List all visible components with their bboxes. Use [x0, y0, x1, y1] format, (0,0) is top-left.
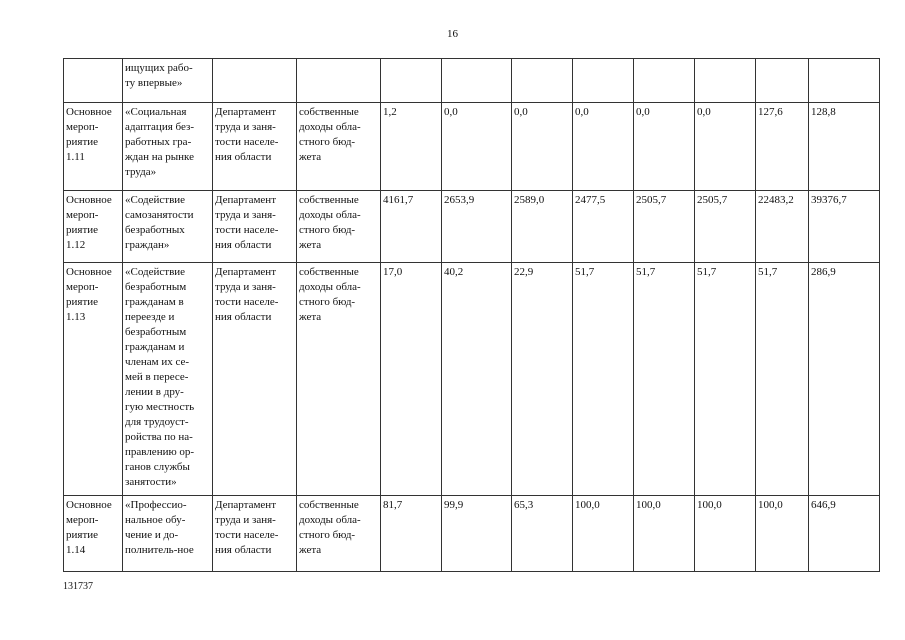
value-cell: 51,7 [634, 263, 695, 496]
value-cell [573, 59, 634, 103]
value-cell: 22483,2 [756, 191, 809, 263]
value-cell: 0,0 [512, 103, 573, 191]
activity-cell: Основное мероп- риятие 1.14 [64, 496, 123, 572]
value-cell: 0,0 [695, 103, 756, 191]
value-cell: 81,7 [381, 496, 442, 572]
value-cell: 100,0 [573, 496, 634, 572]
executor-cell: Департамент труда и заня- тости населе- ния области [213, 263, 297, 496]
value-cell [695, 59, 756, 103]
table-row [64, 59, 880, 103]
executor-cell: Департамент труда и заня- тости населе- ния области [213, 103, 297, 191]
activity-cell: Основное мероп- риятие 1.11 [64, 103, 123, 191]
table-row [64, 263, 880, 496]
value-cell: 1,2 [381, 103, 442, 191]
table-row [64, 191, 880, 263]
funding-source-cell [297, 59, 381, 103]
executor-cell: Департамент труда и заня- тости населе- ния области [213, 496, 297, 572]
value-cell: 0,0 [442, 103, 512, 191]
value-cell: 2505,7 [695, 191, 756, 263]
table-row [64, 496, 880, 572]
value-cell: 40,2 [442, 263, 512, 496]
value-cell: 2589,0 [512, 191, 573, 263]
value-cell: 127,6 [756, 103, 809, 191]
funding-source-cell: собственные доходы обла- стного бюд- жета [297, 103, 381, 191]
value-cell: 2653,9 [442, 191, 512, 263]
activity-name-cell: «Социальная адаптация без- работных гра- ждан на рынке труда» [123, 103, 213, 191]
activity-name-cell: «Содействие самозанятости безработных граждан» [123, 191, 213, 263]
value-cell: 2505,7 [634, 191, 695, 263]
activity-cell: Основное мероп- риятие 1.13 [64, 263, 123, 496]
funding-source-cell: собственные доходы обла- стного бюд- жета [297, 263, 381, 496]
total-cell: 286,9 [809, 263, 880, 496]
program-activities-table [63, 58, 880, 572]
value-cell: 65,3 [512, 496, 573, 572]
activity-name-cell: ищущих рабо- ту впервые» [123, 59, 213, 103]
value-cell [756, 59, 809, 103]
value-cell: 100,0 [756, 496, 809, 572]
value-cell: 4161,7 [381, 191, 442, 263]
total-cell [809, 59, 880, 103]
activity-name-cell: «Содействие безработным гражданам в переезде и безработным гражданам и членам их се- мей в пересе- лении в дру- гую местность для трудоуст- ройства по на- правлению ор- ганов службы занятости» [123, 263, 213, 496]
value-cell: 51,7 [756, 263, 809, 496]
value-cell [381, 59, 442, 103]
value-cell: 51,7 [573, 263, 634, 496]
value-cell: 0,0 [573, 103, 634, 191]
total-cell: 646,9 [809, 496, 880, 572]
value-cell [634, 59, 695, 103]
funding-source-cell: собственные доходы обла- стного бюд- жета [297, 191, 381, 263]
total-cell: 39376,7 [809, 191, 880, 263]
executor-cell: Департамент труда и заня- тости населе- ния области [213, 191, 297, 263]
table-row [64, 103, 880, 191]
value-cell: 2477,5 [573, 191, 634, 263]
activity-cell: Основное мероп- риятие 1.12 [64, 191, 123, 263]
value-cell: 100,0 [634, 496, 695, 572]
page-number: 16 [447, 28, 458, 40]
value-cell [512, 59, 573, 103]
value-cell: 100,0 [695, 496, 756, 572]
value-cell [442, 59, 512, 103]
total-cell: 128,8 [809, 103, 880, 191]
activity-cell [64, 59, 123, 103]
value-cell: 51,7 [695, 263, 756, 496]
funding-source-cell: собственные доходы обла- стного бюд- жета [297, 496, 381, 572]
value-cell: 22,9 [512, 263, 573, 496]
executor-cell [213, 59, 297, 103]
value-cell: 99,9 [442, 496, 512, 572]
value-cell: 17,0 [381, 263, 442, 496]
value-cell: 0,0 [634, 103, 695, 191]
document-code: 131737 [63, 581, 93, 592]
activity-name-cell: «Профессио- нальное обу- чение и до- полнитель-ное [123, 496, 213, 572]
